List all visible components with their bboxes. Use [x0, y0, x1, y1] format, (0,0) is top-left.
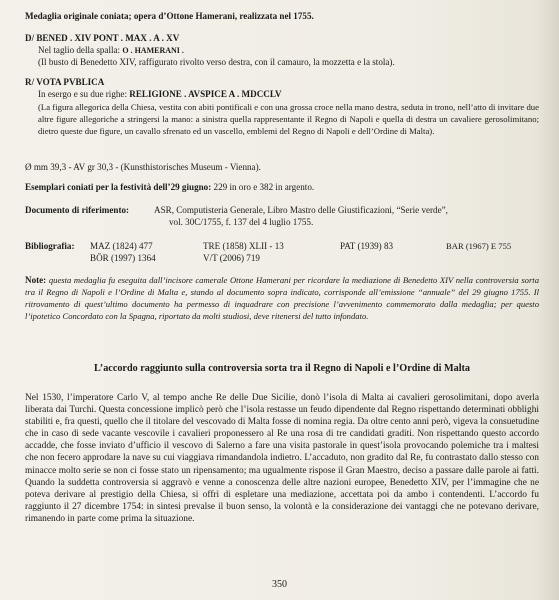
bib-entry: TRE (1858) XLII - 13	[203, 241, 284, 251]
section-title: L’accordo raggiunto sulla controversia sorta tra il Regno di Napoli e l’Ordine di Malta	[93, 363, 471, 374]
note-label: Note:	[25, 275, 47, 285]
reverse-legend: RELIGIONE . AVSPICE A . MDCCLV	[129, 89, 282, 99]
esemplari-line	[25, 182, 539, 194]
documento-block	[25, 205, 539, 231]
reverse-line1	[25, 89, 539, 101]
bib-entry: BAR (1967) E 755	[446, 241, 512, 251]
obverse-line1	[25, 45, 539, 57]
reverse-description: (La figura allegorica della Chiesa, vestita con abiti pontificali e con una grossa croce nella mano destra, seduta in trono, nell’atto di invitare due altre figure allegoriche a stringersi la mano: a sinistra quella rappresentante il Regno di Napoli e quella di destra un cavaliere gerosolimitano; dietro queste due figure, un cavallo sfrenato ed un vascello, emblemi del Regno di Napoli e dell’Ordine di Malta).	[38, 102, 539, 136]
documento-label: Documento di riferimento:	[25, 205, 130, 215]
dimensions: Ø mm 39,3 - AV gr 30,3 - (Kunsthistorisches Museum - Vienna).	[25, 162, 261, 172]
obverse-signature: O . HAMERANI .	[122, 46, 184, 55]
page-number: 350	[272, 579, 287, 590]
note-text: questa medaglia fu eseguita dall’incisore camerale Ottone Hamerani per ricordare la mediazione di Benedetto XIV nella controversia sorta tra il Regno di Napoli e l’Ordine di Malta e, stando al documento sopra indicato, corrisponde all’emissione “annuale” del 29 giugno 1755. Il ritrovamento di quest’ultimo documento ha permesso di inquadrare con precisione l’avvenimento commemorato dalla medaglia; per questo l’ipotetico Concordato con la Spagna, riportato da molti studiosi, deve ritenersi del tutto infondato.	[25, 275, 539, 321]
note-paragraph	[25, 274, 539, 322]
obverse-line2: (Il busto di Benedetto XIV, raffigurato rivolto verso destra, con il camauro, la mozzetta e la stola).	[38, 57, 395, 67]
section-body: Nel 1530, l’imperatore Carlo V, al tempo anche Re delle Due Sicilie, donò l’isola di Malta ai cavalieri gerosolimitani, dopo averla liberata dai Turchi. Questa concessione implicò però che l’isola restasse un feudo dipendente dal Regno rispettando determinati obblighi stabiliti e, fra questi, quello che il titolare del vescovado di Malta fosse di nomina regia. Da oltre cento anni però, vigeva la consuetudine che in caso di sede vacante vescovile i cavalieri proponessero al Re una rosa di tre candidati graditi. Non rispettando questo accordo accadde, che fosse inviato d’ufficio il vescovo di Salerno a fare una visita pastorale in quest’isola provocando polemiche tra i maltesi che non fecero approdare la nave su cui viaggiava rimandandola indietro. L’accaduto, non gradito dal Re, fu contrastato dallo stesso con minacce molto serie se non ci fosse stato un ripensamento; ma ugualmente rispose il Gran Maestro, deciso a passare dalle parole ai fatti. Quando la suddetta controversia si aggravò e venne a conoscenza delle altre nazioni europee, Benedetto XIV, per l’immagine che ne poteva derivare al prestigio della Chiesa, si offrì di espletare una mediazione, accettata poi da ambo i contendenti. L’accordo fu raggiunto il 27 dicembre 1754: in sintesi prevalse il buon senso, la volontà e la considerazione dei vantaggi che ne potevano derivare, rimanendo in parte come prima la situazione.	[25, 393, 539, 524]
reverse-line1-text: In esergo e su due righe:	[38, 89, 127, 99]
bib-entry: BÖR (1997) 1364	[90, 253, 156, 263]
documento-line1: ASR, Computisteria Generale, Libro Mastro delle Giustificazioni, “Serie verde”,	[154, 205, 448, 215]
bib-entry: V/T (2006) 719	[203, 253, 260, 263]
obverse-line1-text: Nel taglio della spalla:	[38, 45, 121, 55]
bibliografia-label: Bibliografia:	[25, 241, 75, 251]
medal-title: Medaglia originale coniata; opera d’Ottone Hamerani, realizzata nel 1755.	[25, 11, 314, 21]
bib-entry: PAT (1939) 83	[340, 241, 394, 251]
obverse-label: D/ BENED . XIV PONT . MAX . A . XV	[25, 33, 180, 43]
reverse-label: R/ VOTA PVBLICA	[25, 77, 105, 87]
esemplari-text: 229 in oro e 382 in argento.	[213, 182, 315, 192]
documento-line2: vol. 30C/1755, f. 137 del 4 luglio 1755.	[169, 217, 314, 227]
bibliografia-block	[25, 241, 539, 267]
bib-entry: MAZ (1824) 477	[90, 241, 153, 251]
esemplari-label: Esemplari coniati per la festività dell’29 giugno:	[25, 182, 212, 192]
